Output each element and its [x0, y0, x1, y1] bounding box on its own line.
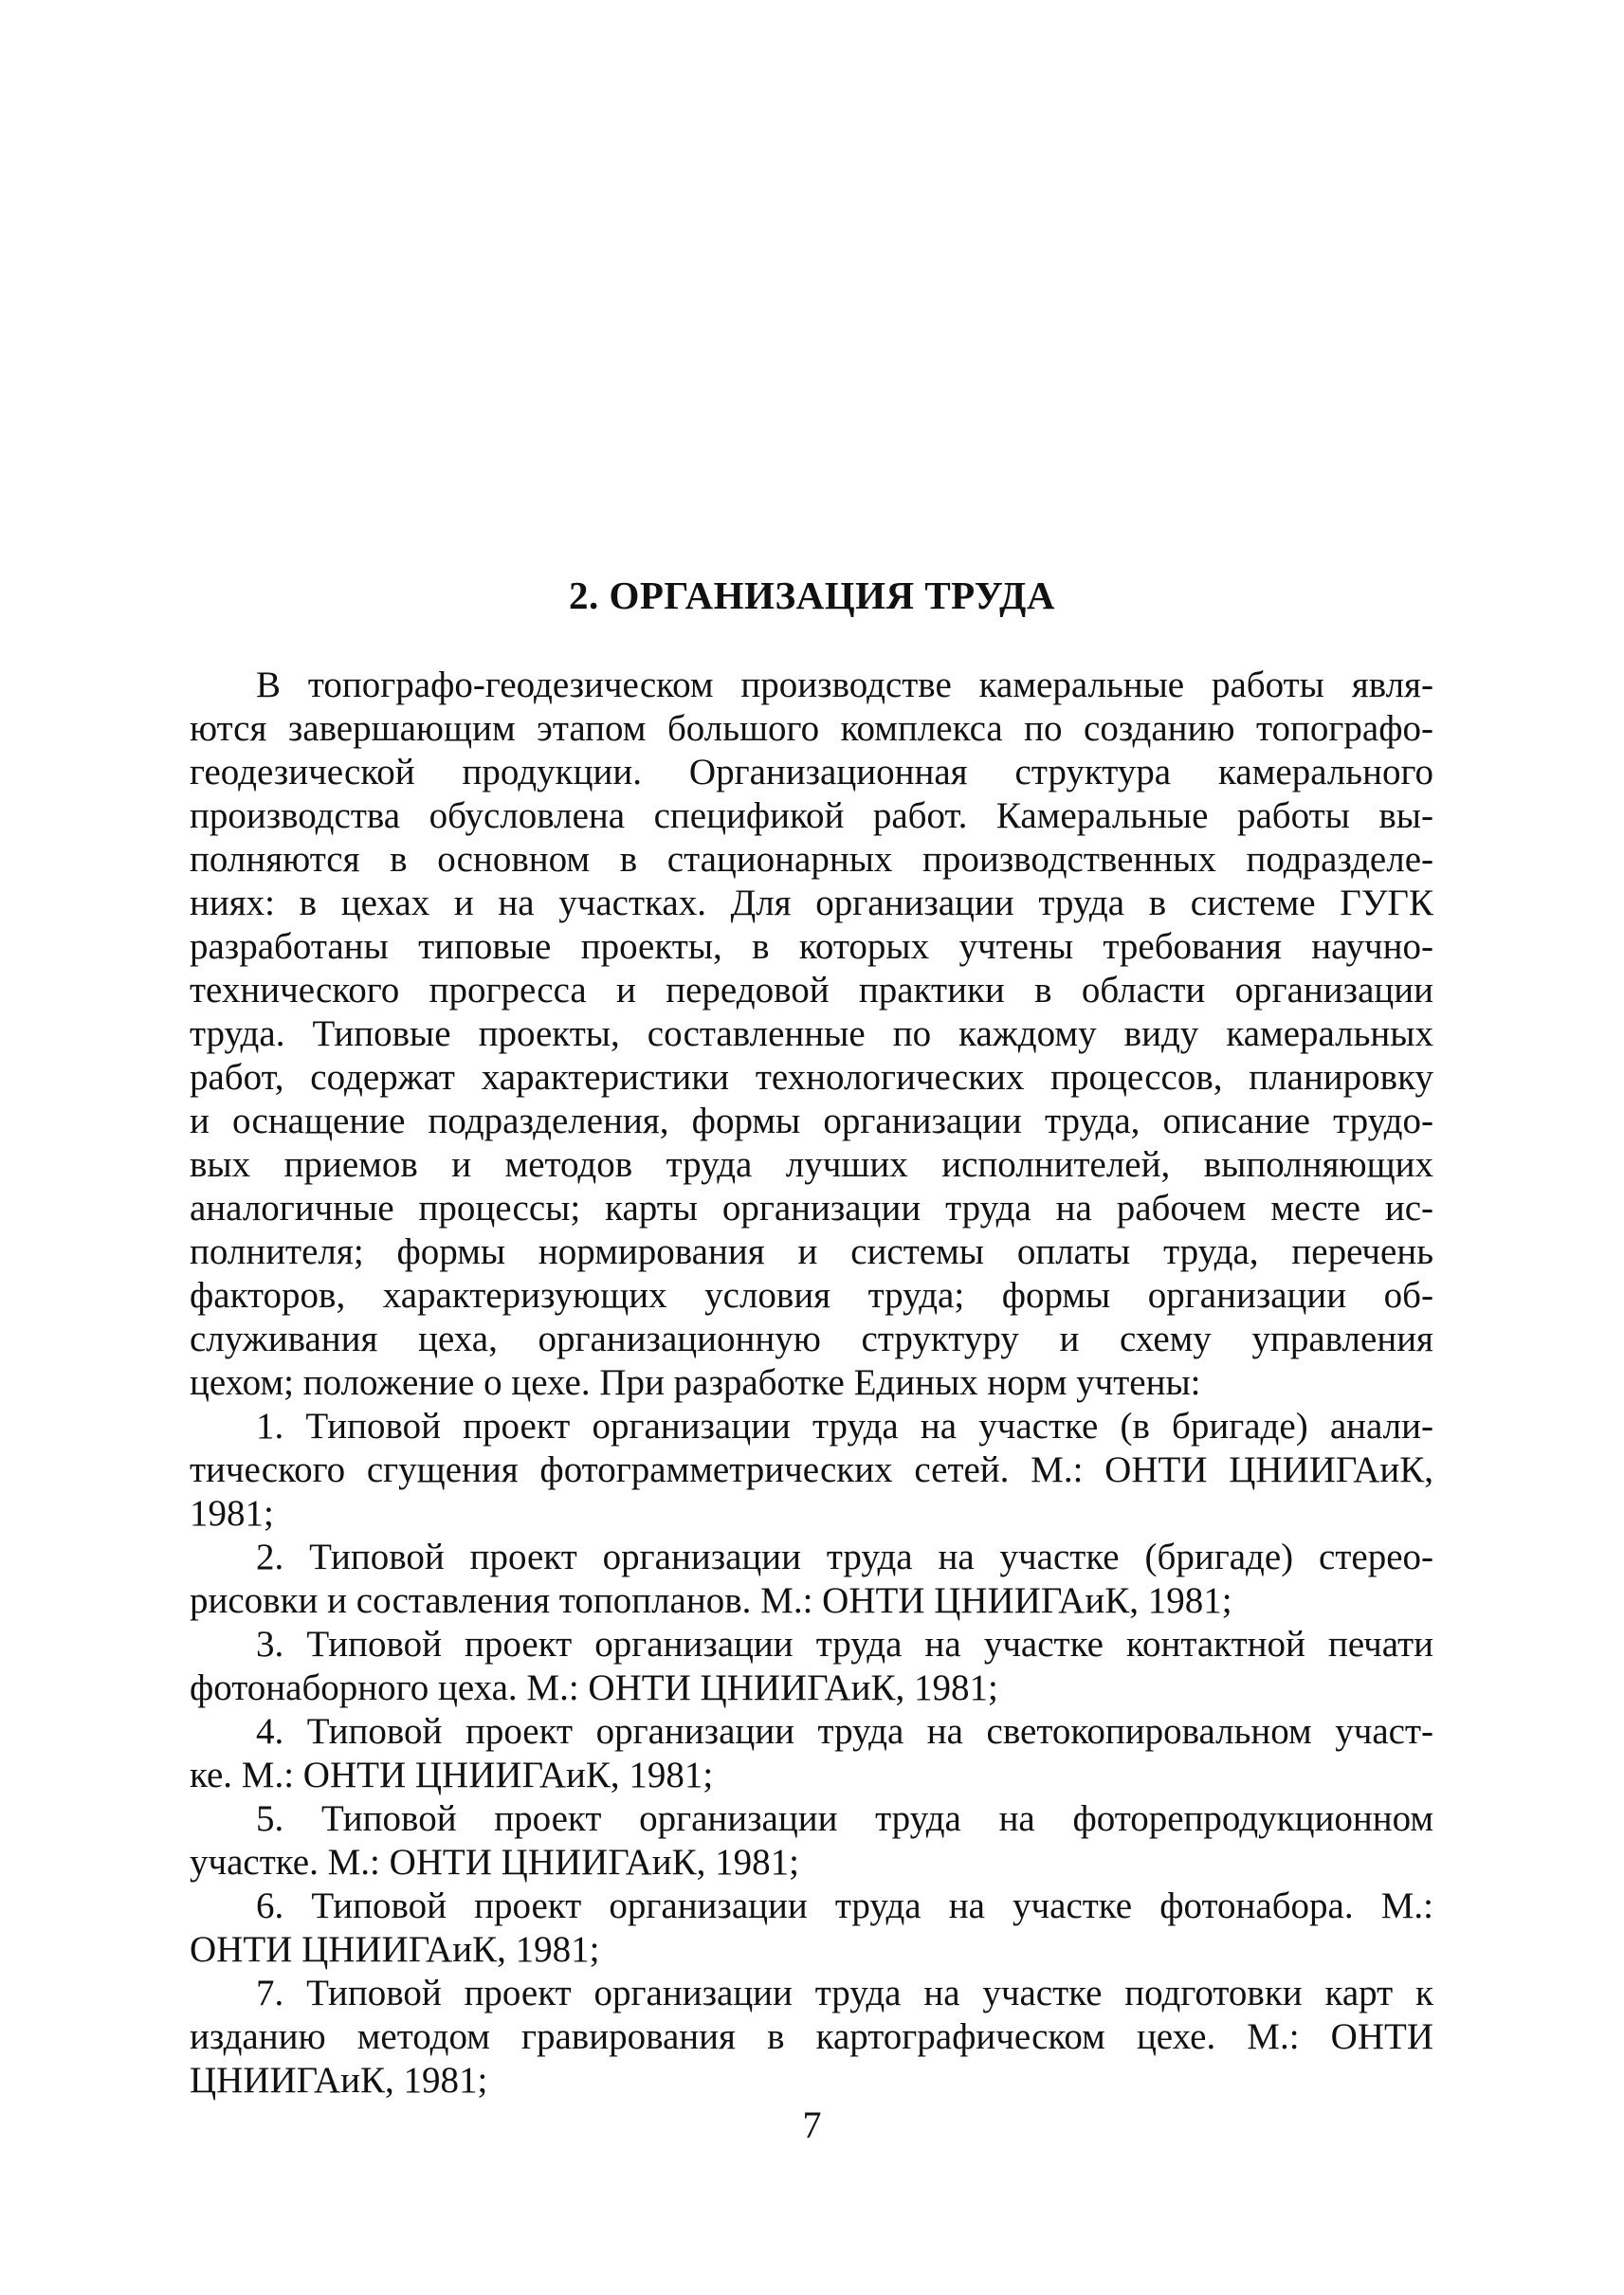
text-line: изданию методом гравирования в картографическом цехе. М.: ОНТИ: [190, 2016, 1433, 2057]
text-line: 5. Типовой проект организации труда на фоторепродукционном: [256, 1798, 1433, 1839]
text-line: работ, содержат характеристики технологических процессов, планировку: [190, 1057, 1433, 1098]
text-line: 1. Типовой проект организации труда на участке (в бригаде) анали-: [256, 1406, 1433, 1447]
list-item: [190, 1405, 1433, 1536]
text-line: технического прогресса и передовой практики в области организации: [190, 970, 1433, 1011]
text-line: ниях: в цехах и на участках. Для организации труда в системе ГУГК: [190, 883, 1433, 923]
body-text: [190, 664, 1433, 2103]
text-line: разработаны типовые проекты, в которых учтены требования научно-: [190, 926, 1433, 967]
text-line: 6. Типовой проект организации труда на участке фотонабора. М.:: [256, 1885, 1433, 1926]
list-item: [190, 1623, 1433, 1710]
intro-paragraph: [190, 664, 1433, 1405]
list-item: [190, 1797, 1433, 1885]
page-number: 7: [802, 2104, 822, 2146]
text-line: ке. М.: ОНТИ ЦНИИГАиК, 1981;: [190, 1755, 714, 1795]
text-line: фотонаборного цеха. М.: ОНТИ ЦНИИГАиК, 1981;: [190, 1667, 998, 1708]
text-line: 7. Типовой проект организации труда на участке подготовки карт к: [256, 1973, 1433, 2013]
text-line: труда. Типовые проекты, составленные по каждому виду камеральных: [190, 1013, 1433, 1054]
text-line: служивания цеха, организационную структуру и схему управления: [190, 1319, 1433, 1359]
text-line: тического сгущения фотограмметрических сетей. М.: ОНТИ ЦНИИГАиК,: [190, 1449, 1433, 1490]
section-heading: 2. ОРГАНИЗАЦИЯ ТРУДА: [569, 574, 1055, 617]
text-line: В топографо-геодезическом производстве камеральные работы явля-: [256, 665, 1433, 705]
text-line: и оснащение подразделения, формы организации труда, описание трудо-: [190, 1101, 1433, 1141]
text-line: ЦНИИГАиК, 1981;: [190, 2060, 488, 2101]
text-line: участке. М.: ОНТИ ЦНИИГАиК, 1981;: [190, 1842, 799, 1883]
text-line: вых приемов и методов труда лучших исполнителей, выполняющих: [190, 1144, 1433, 1185]
list-item: [190, 1972, 1433, 2103]
text-line: ются завершающим этапом большого комплекса по созданию топографо-: [190, 708, 1433, 749]
text-line: производства обусловлена спецификой работ. Камеральные работы вы-: [190, 795, 1433, 836]
text-line: 4. Типовой проект организации труда на светокопировальном участ-: [256, 1711, 1433, 1752]
text-line: 3. Типовой проект организации труда на участке контактной печати: [256, 1624, 1433, 1665]
text-line: ОНТИ ЦНИИГАиК, 1981;: [190, 1929, 600, 1970]
list-item: [190, 1536, 1433, 1623]
text-line: факторов, характеризующих условия труда; формы организации об-: [190, 1275, 1433, 1316]
text-line: рисовки и составления топопланов. М.: ОНТИ ЦНИИГАиК, 1981;: [190, 1580, 1232, 1621]
list-item: [190, 1710, 1433, 1797]
text-line: 2. Типовой проект организации труда на участке (бригаде) стерео-: [256, 1537, 1433, 1577]
text-line: 1981;: [190, 1493, 274, 1534]
text-line: геодезической продукции. Организационная структура камерального: [190, 752, 1433, 792]
text-line: аналогичные процессы; карты организации труда на рабочем месте ис-: [190, 1188, 1433, 1229]
text-line: полняются в основном в стационарных производственных подразделе-: [190, 839, 1433, 880]
text-line: цехом; положение о цехе. При разработке Единых норм учтены:: [190, 1362, 1201, 1403]
text-line: полнителя; формы нормирования и системы оплаты труда, перечень: [190, 1231, 1433, 1272]
list-item: [190, 1885, 1433, 1972]
